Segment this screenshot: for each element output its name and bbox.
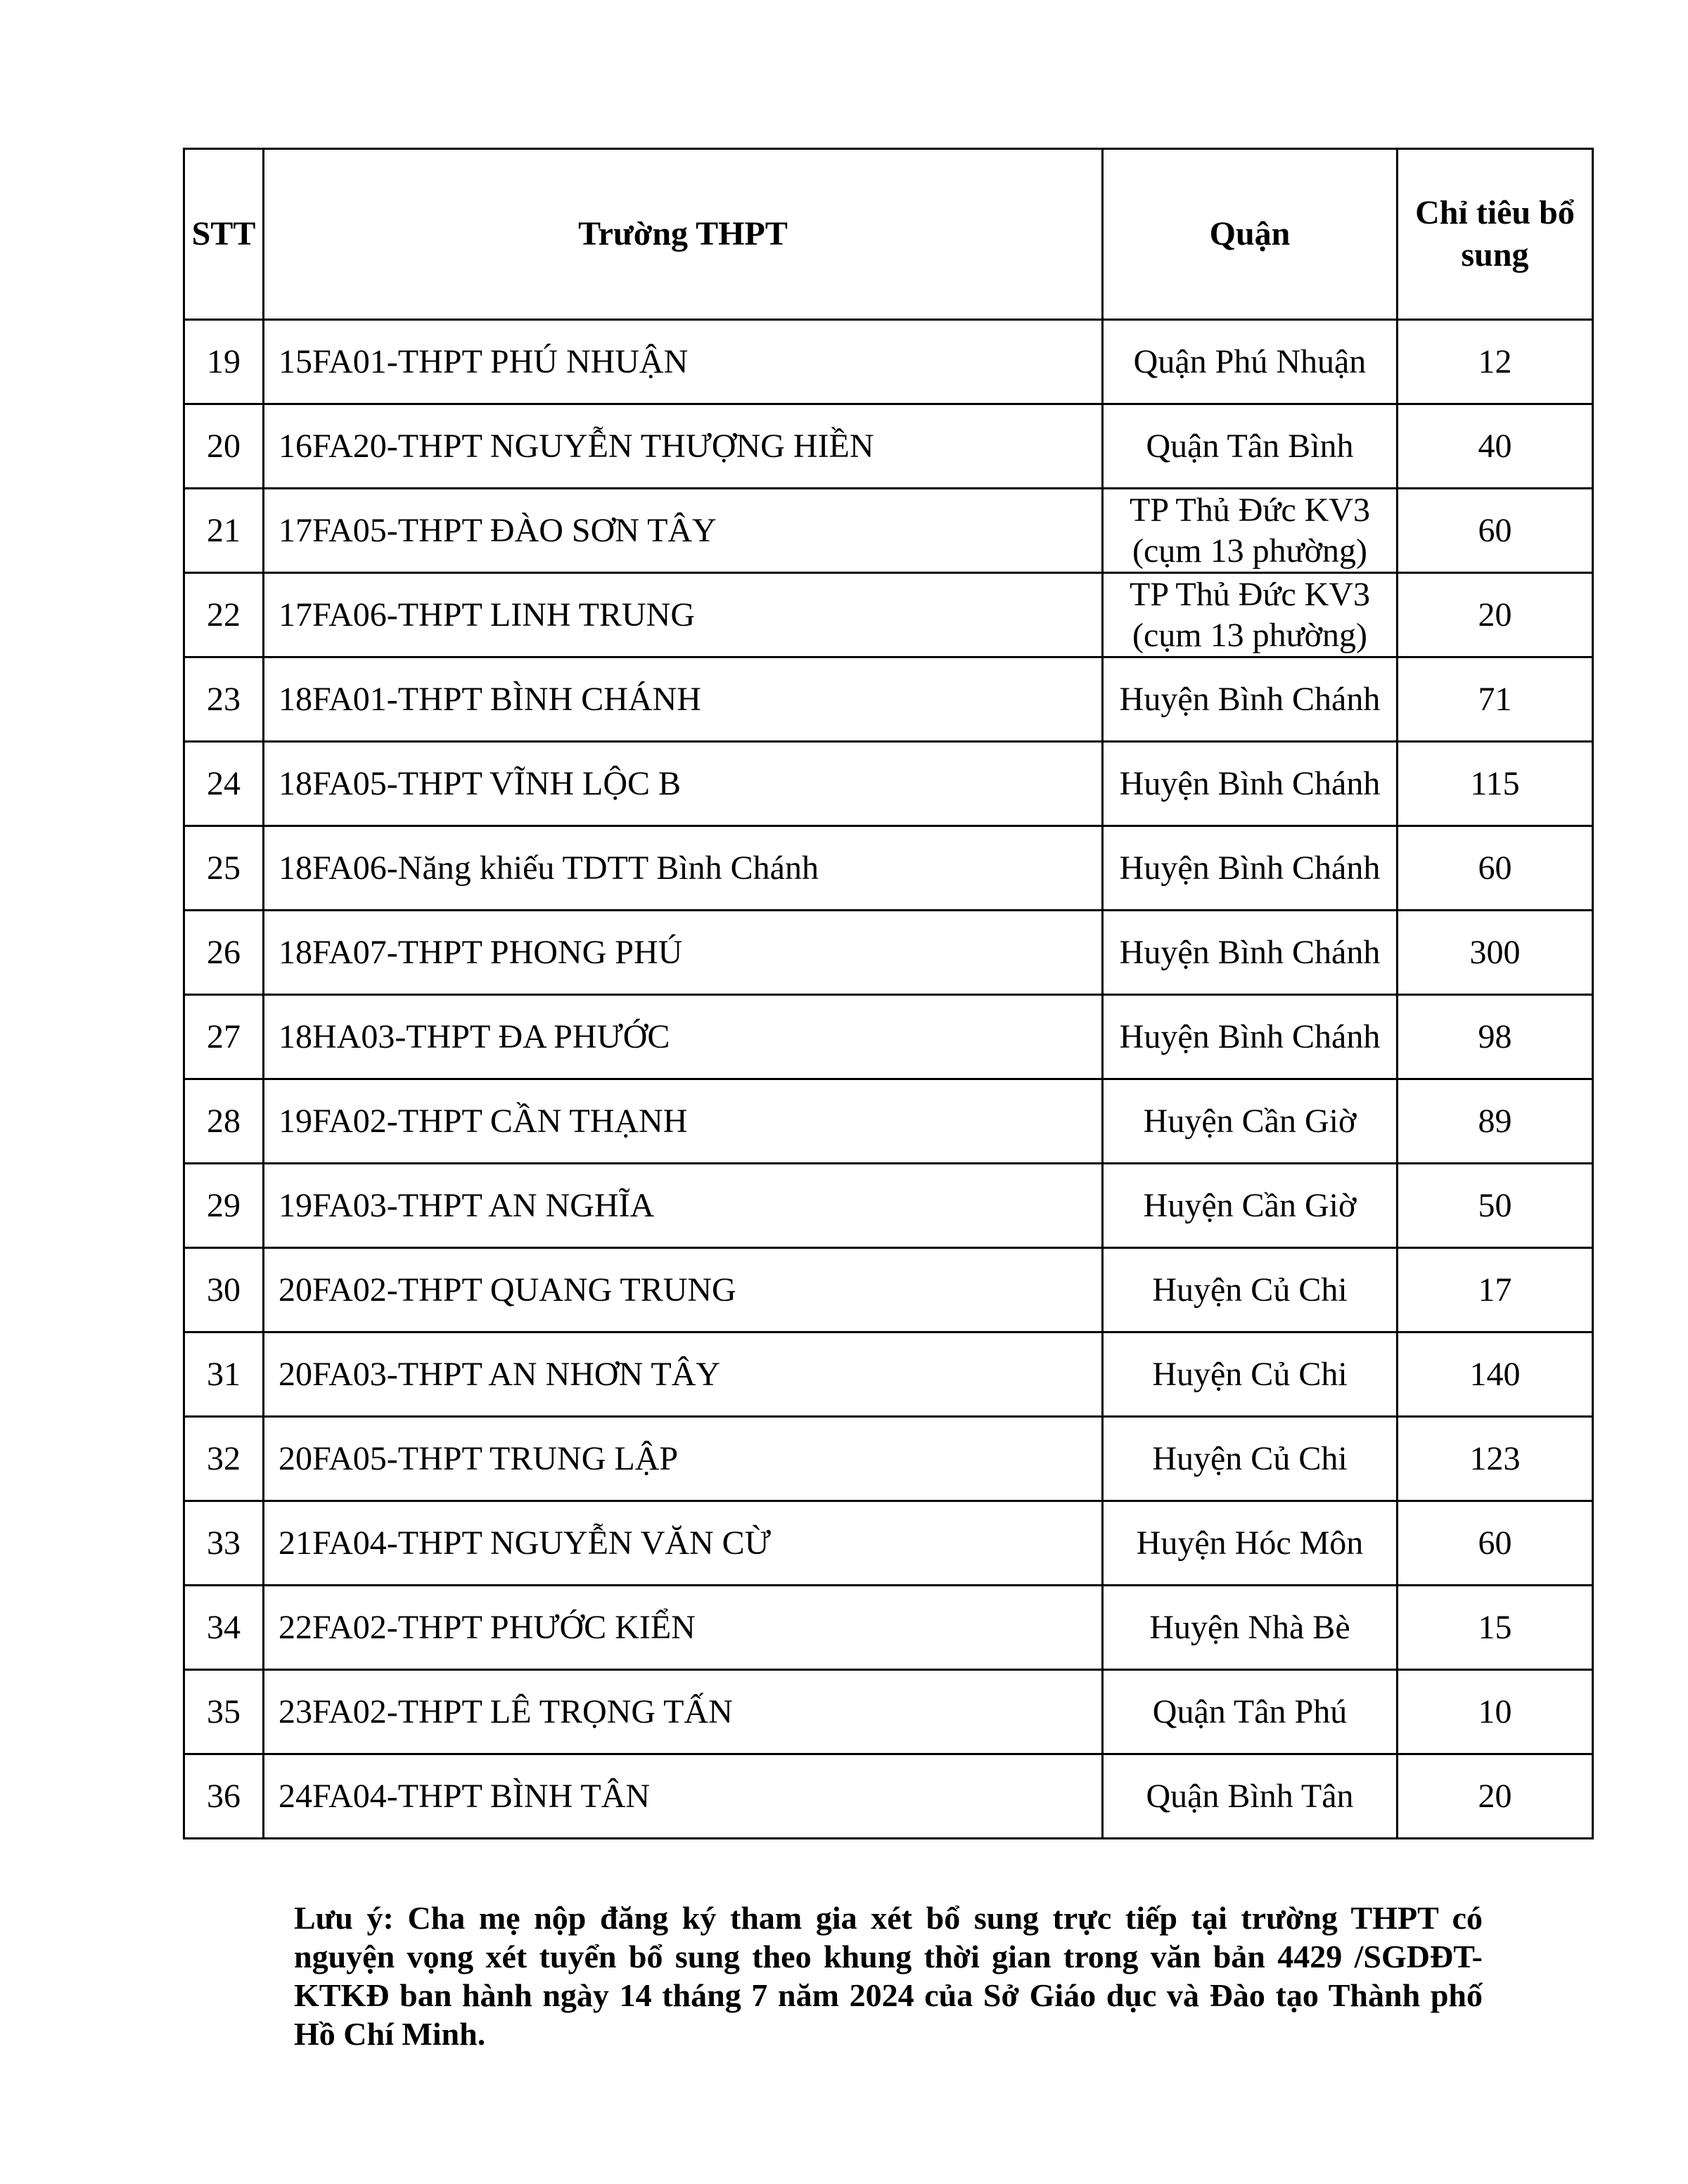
row-school: 23FA02-THPT LÊ TRỌNG TẤN	[264, 1670, 1103, 1754]
row-school: 16FA20-THPT NGUYỄN THƯỢNG HIỀN	[264, 404, 1103, 489]
table-header-row	[184, 149, 1593, 320]
row-stt: 23	[184, 657, 264, 742]
table-row	[184, 320, 1593, 404]
row-quota: 71	[1398, 657, 1593, 742]
row-school: 17FA05-THPT ĐÀO SƠN TÂY	[264, 489, 1103, 573]
row-stt: 29	[184, 1164, 264, 1248]
row-district: Huyện Bình Chánh	[1103, 911, 1398, 995]
row-stt: 31	[184, 1332, 264, 1417]
row-quota: 60	[1398, 489, 1593, 573]
row-stt: 28	[184, 1079, 264, 1164]
table-row	[184, 911, 1593, 995]
table-row	[184, 1670, 1593, 1754]
header-quota: Chỉ tiêu bổ sung	[1398, 149, 1593, 320]
row-district: Huyện Bình Chánh	[1103, 657, 1398, 742]
table-row	[184, 1417, 1593, 1501]
row-quota: 20	[1398, 1754, 1593, 1839]
note-paragraph: Lưu ý: Cha mẹ nộp đăng ký tham gia xét bổ sung trực tiếp tại trường THPT có nguyện vọng xét tuyển bổ sung theo khung thời gian trong văn bản 4429 /SGDĐT-KTKĐ ban hành ngày 14 tháng 7 năm 2024 của Sở Giáo dục và Đào tạo Thành phố Hồ Chí Minh.	[294, 1900, 1483, 2052]
row-school: 21FA04-THPT NGUYỄN VĂN CỪ	[264, 1501, 1103, 1586]
row-quota: 10	[1398, 1670, 1593, 1754]
row-district: Quận Tân Phú	[1103, 1670, 1398, 1754]
table-row	[184, 1079, 1593, 1164]
row-school: 19FA02-THPT CẦN THẠNH	[264, 1079, 1103, 1164]
row-stt: 30	[184, 1248, 264, 1332]
table-row	[184, 1248, 1593, 1332]
row-stt: 20	[184, 404, 264, 489]
row-quota: 115	[1398, 742, 1593, 826]
row-stt: 32	[184, 1417, 264, 1501]
row-stt: 35	[184, 1670, 264, 1754]
header-district: Quận	[1103, 149, 1398, 320]
row-quota: 20	[1398, 573, 1593, 657]
row-district: Huyện Củ Chi	[1103, 1248, 1398, 1332]
row-stt: 19	[184, 320, 264, 404]
row-district: Quận Tân Bình	[1103, 404, 1398, 489]
row-district: Huyện Cần Giờ	[1103, 1164, 1398, 1248]
table-row	[184, 573, 1593, 657]
row-stt: 21	[184, 489, 264, 573]
table-row	[184, 1586, 1593, 1670]
row-district: Quận Phú Nhuận	[1103, 320, 1398, 404]
row-stt: 27	[184, 995, 264, 1079]
table-row	[184, 1501, 1593, 1586]
row-stt: 36	[184, 1754, 264, 1839]
row-quota: 300	[1398, 911, 1593, 995]
row-school: 18HA03-THPT ĐA PHƯỚC	[264, 995, 1103, 1079]
table-row	[184, 1754, 1593, 1839]
row-district: TP Thủ Đức KV3 (cụm 13 phường)	[1103, 489, 1398, 573]
row-school: 18FA06-Năng khiếu TDTT Bình Chánh	[264, 826, 1103, 911]
table-row	[184, 489, 1593, 573]
row-quota: 40	[1398, 404, 1593, 489]
row-district: Huyện Bình Chánh	[1103, 826, 1398, 911]
table-row	[184, 826, 1593, 911]
row-quota: 17	[1398, 1248, 1593, 1332]
table-row	[184, 742, 1593, 826]
table-row	[184, 404, 1593, 489]
row-school: 22FA02-THPT PHƯỚC KIỂN	[264, 1586, 1103, 1670]
row-district: Huyện Củ Chi	[1103, 1417, 1398, 1501]
row-district: Quận Bình Tân	[1103, 1754, 1398, 1839]
table-row	[184, 657, 1593, 742]
row-district: Huyện Bình Chánh	[1103, 995, 1398, 1079]
row-quota: 12	[1398, 320, 1593, 404]
row-stt: 34	[184, 1586, 264, 1670]
row-school: 19FA03-THPT AN NGHĨA	[264, 1164, 1103, 1248]
school-quota-table	[183, 148, 1594, 1839]
row-school: 18FA05-THPT VĨNH LỘC B	[264, 742, 1103, 826]
row-district: Huyện Củ Chi	[1103, 1332, 1398, 1417]
row-district: Huyện Bình Chánh	[1103, 742, 1398, 826]
row-district: Huyện Nhà Bè	[1103, 1586, 1398, 1670]
row-school: 24FA04-THPT BÌNH TÂN	[264, 1754, 1103, 1839]
row-school: 15FA01-THPT PHÚ NHUẬN	[264, 320, 1103, 404]
table-row	[184, 1164, 1593, 1248]
row-quota: 89	[1398, 1079, 1593, 1164]
row-school: 20FA05-THPT TRUNG LẬP	[264, 1417, 1103, 1501]
row-district: Huyện Cần Giờ	[1103, 1079, 1398, 1164]
row-stt: 33	[184, 1501, 264, 1586]
row-quota: 98	[1398, 995, 1593, 1079]
row-quota: 123	[1398, 1417, 1593, 1501]
row-school: 18FA07-THPT PHONG PHÚ	[264, 911, 1103, 995]
row-stt: 25	[184, 826, 264, 911]
row-district: TP Thủ Đức KV3 (cụm 13 phường)	[1103, 573, 1398, 657]
header-stt: STT	[184, 149, 264, 320]
row-quota: 15	[1398, 1586, 1593, 1670]
row-stt: 26	[184, 911, 264, 995]
row-school: 17FA06-THPT LINH TRUNG	[264, 573, 1103, 657]
row-quota: 50	[1398, 1164, 1593, 1248]
row-district: Huyện Hóc Môn	[1103, 1501, 1398, 1586]
row-stt: 22	[184, 573, 264, 657]
row-school: 18FA01-THPT BÌNH CHÁNH	[264, 657, 1103, 742]
row-school: 20FA03-THPT AN NHƠN TÂY	[264, 1332, 1103, 1417]
table-row	[184, 1332, 1593, 1417]
header-school: Trường THPT	[264, 149, 1103, 320]
row-stt: 24	[184, 742, 264, 826]
table-row	[184, 995, 1593, 1079]
row-quota: 60	[1398, 826, 1593, 911]
row-school: 20FA02-THPT QUANG TRUNG	[264, 1248, 1103, 1332]
row-quota: 60	[1398, 1501, 1593, 1586]
row-quota: 140	[1398, 1332, 1593, 1417]
